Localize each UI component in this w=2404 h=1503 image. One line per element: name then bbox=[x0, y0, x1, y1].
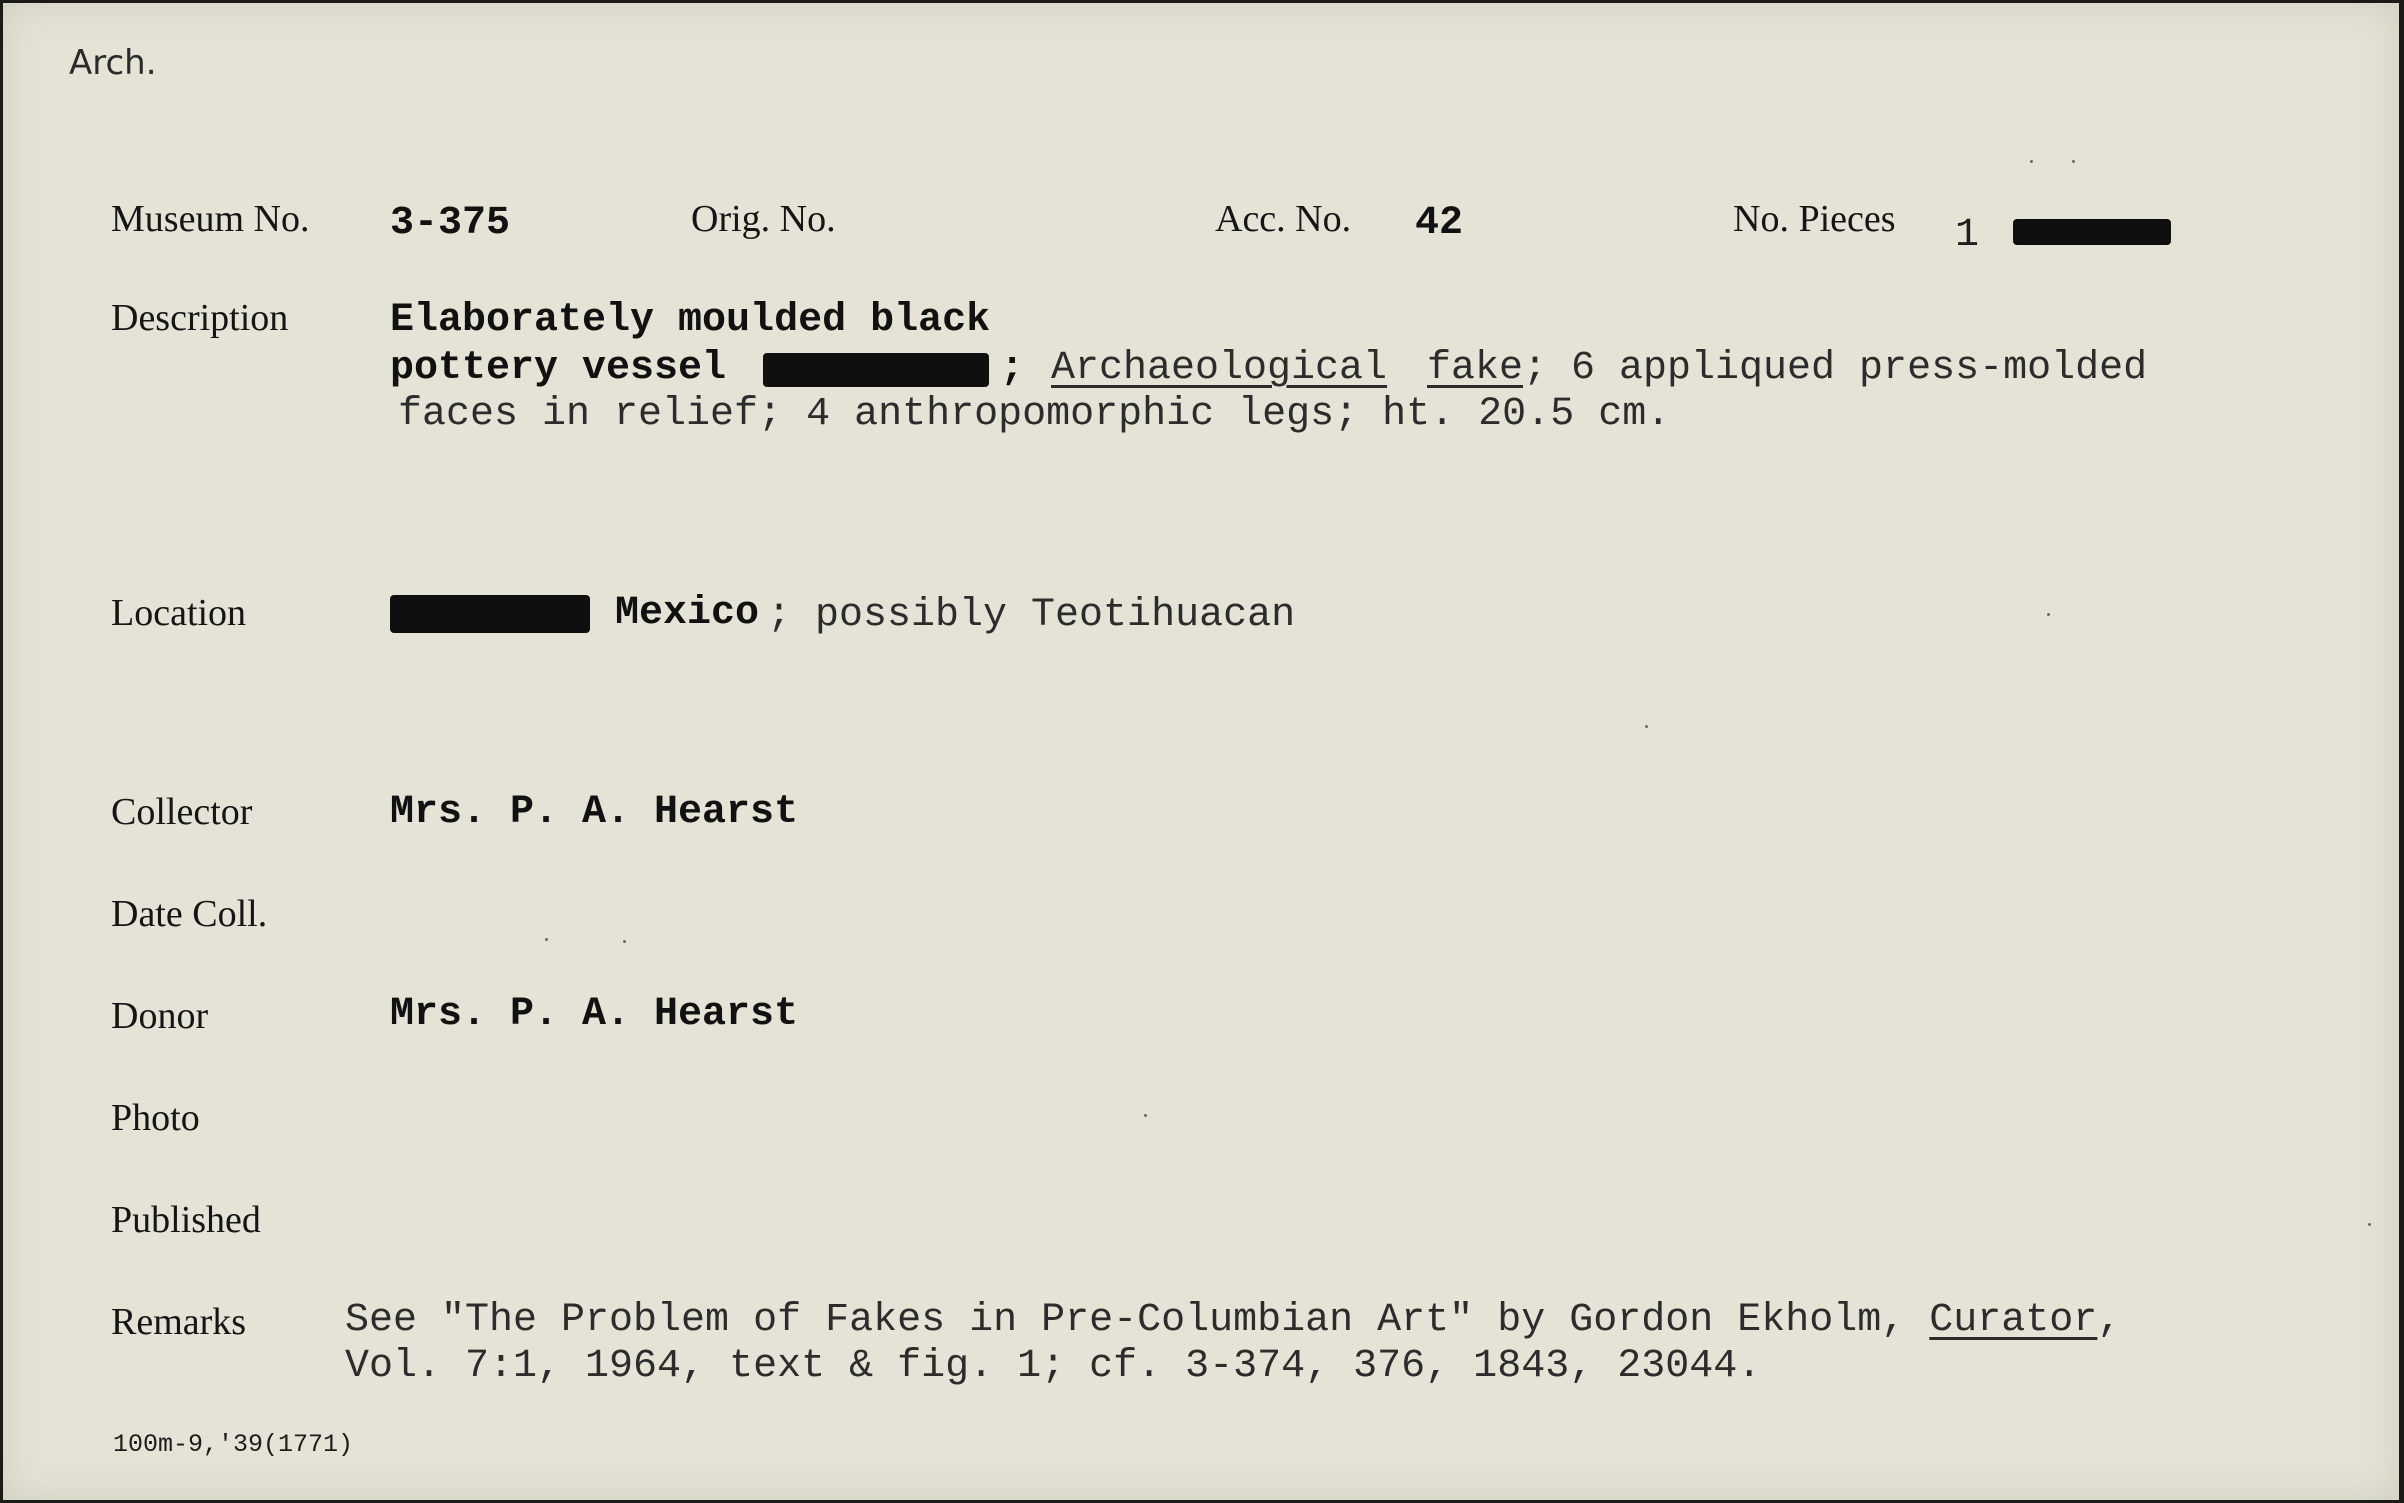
paper-speck bbox=[623, 940, 626, 943]
orig-no-label: Orig. No. bbox=[691, 198, 836, 240]
no-pieces-value: 1 bbox=[1955, 213, 1980, 258]
collector-value: Mrs. P. A. Hearst bbox=[390, 790, 799, 835]
catalog-card bbox=[3, 3, 2399, 1500]
museum-no-label: Museum No. bbox=[111, 198, 310, 240]
location-label: Location bbox=[111, 592, 247, 634]
donor-label: Donor bbox=[111, 995, 209, 1037]
remarks-line-1-end: , bbox=[2097, 1298, 2122, 1343]
museum-no-value: 3-375 bbox=[390, 201, 511, 246]
paper-speck bbox=[1144, 1114, 1147, 1117]
paper-speck bbox=[2030, 160, 2033, 163]
date-coll-label: Date Coll. bbox=[111, 893, 268, 935]
description-line-2-rest: ; 6 appliqued press-molded bbox=[1523, 346, 2148, 391]
remarks-underlined-curator: Curator bbox=[1929, 1298, 2098, 1343]
paper-speck bbox=[1645, 725, 1648, 728]
collector-label: Collector bbox=[111, 791, 253, 833]
published-label: Published bbox=[111, 1199, 261, 1241]
description-line-1: Elaborately moulded black bbox=[390, 298, 991, 343]
remarks-line-1 bbox=[345, 1298, 2121, 1343]
paper-speck bbox=[545, 938, 548, 941]
card-print-code: 100m-9,'39(1771) bbox=[113, 1430, 354, 1459]
remarks-line-1-text: See "The Problem of Fakes in Pre-Columbian Art" by Gordon Ekholm, bbox=[345, 1298, 1906, 1343]
description-underlined-fake: fake bbox=[1427, 346, 1524, 391]
description-label: Description bbox=[111, 297, 289, 339]
remarks-line-2: Vol. 7:1, 1964, text & fig. 1; cf. 3-374, 376, 1843, 23044. bbox=[345, 1344, 1762, 1389]
paper-speck bbox=[2072, 160, 2075, 163]
redaction-location bbox=[390, 595, 590, 633]
acc-no-value: 42 bbox=[1415, 201, 1464, 246]
donor-value: Mrs. P. A. Hearst bbox=[390, 992, 799, 1037]
location-main: Mexico bbox=[615, 591, 760, 636]
no-pieces-label: No. Pieces bbox=[1733, 198, 1896, 240]
description-line-3: faces in relief; 4 anthropomorphic legs; ht. 20.5 cm. bbox=[398, 392, 1671, 437]
description-line-2a: pottery vessel bbox=[390, 346, 727, 391]
description-separator: ; bbox=[1000, 346, 1025, 391]
location-rest: ; possibly Teotihuacan bbox=[767, 593, 1296, 638]
paper-speck bbox=[2047, 613, 2050, 616]
acc-no-label: Acc. No. bbox=[1215, 198, 1352, 240]
redaction-description bbox=[763, 353, 989, 387]
corner-note: Arch. bbox=[69, 43, 157, 83]
photo-label: Photo bbox=[111, 1097, 200, 1139]
description-underlined-archaeological: Archaeological bbox=[1051, 346, 1388, 391]
redaction-pieces bbox=[2013, 219, 2171, 245]
paper-speck bbox=[2368, 1223, 2371, 1226]
remarks-label: Remarks bbox=[111, 1301, 247, 1343]
